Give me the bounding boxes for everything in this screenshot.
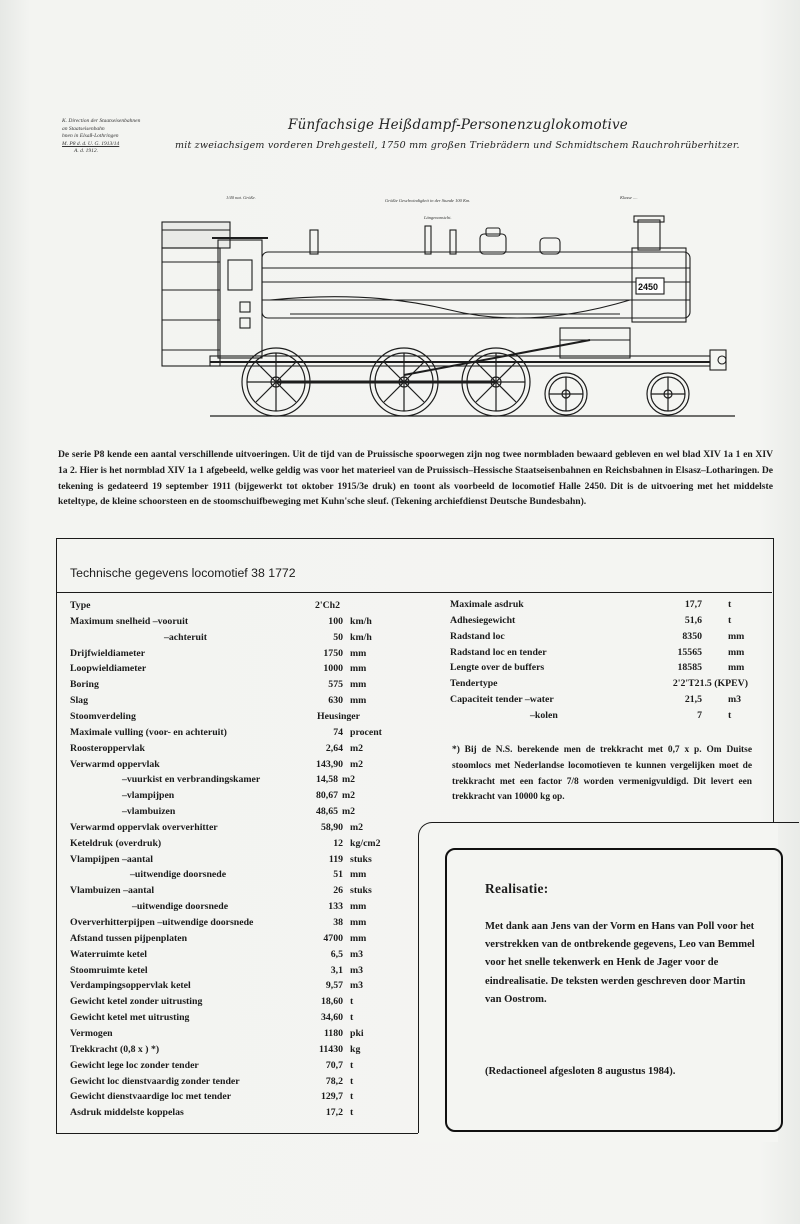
tech-row — [450, 660, 750, 676]
tech-row-value: 2'Ch2 — [314, 600, 340, 611]
tech-row — [70, 804, 410, 820]
tech-row-unit: m2 — [342, 790, 356, 802]
stamp-line: A. d. 1912. — [74, 148, 98, 154]
tech-row-unit: m3 — [350, 948, 364, 960]
tech-row-unit: t — [350, 1075, 354, 1087]
tech-row-value: 74 — [333, 726, 343, 738]
tech-row-unit: t — [728, 709, 732, 721]
tech-row-label: Afstand tussen pijpenplaten — [70, 932, 188, 944]
tech-row-label: Asdruk middelste koppelas — [70, 1107, 184, 1119]
tech-row-label: Verwarmd oppervlak oververhitter — [70, 821, 218, 833]
tech-row-unit: kg — [350, 1043, 361, 1055]
tech-row — [70, 661, 410, 677]
tech-row-label: Stoomverdeling — [70, 710, 136, 722]
tech-row — [70, 709, 410, 725]
tech-row-value: Heusinger — [317, 710, 360, 722]
tech-row-label: –vlambuizen — [122, 806, 176, 818]
tech-row-value: 15565 — [677, 646, 702, 658]
tech-row — [70, 1058, 410, 1074]
tech-row-label: Maximum snelheid –vooruit — [70, 615, 189, 627]
tech-row — [70, 646, 410, 662]
tech-row-value: 100 — [328, 615, 343, 627]
tech-row-unit: pki — [350, 1027, 364, 1039]
tech-row-unit: stuks — [350, 885, 372, 897]
tech-row-label: Stoomruimte ketel — [70, 964, 148, 976]
archive-stamp — [62, 118, 140, 156]
tech-row — [70, 899, 410, 915]
tech-row — [70, 741, 410, 757]
tech-row — [70, 693, 410, 709]
tech-row — [70, 852, 410, 868]
tech-row-value: 17,2 — [325, 1107, 343, 1119]
tech-row-unit: mm — [350, 679, 367, 691]
tech-row-value: 80,67 — [315, 790, 338, 802]
drawing-class-note: Klasse .... — [620, 195, 638, 200]
tech-row-unit: km/h — [350, 615, 372, 627]
tech-row-label: Verwarmd oppervlak — [70, 758, 160, 770]
tech-row — [70, 614, 410, 630]
tech-row-label: Vlampijpen –aantal — [70, 853, 154, 865]
tech-row-value: 7 — [697, 709, 702, 721]
tech-row — [70, 947, 410, 963]
tech-row — [70, 1010, 410, 1026]
tech-row — [70, 1026, 410, 1042]
drawing-caption: De serie P8 kende een aantal verschillende uitvoeringen. Uit de tijd van de Pruissische spoorwegen zijn nog twee normbladen bewaard gebleven en wel blad XIV 1a 1 en XIV 1a 2. Hier is het normblad XIV 1a 1 afgebeeld, welke geldig was voor het materieel van de Pruissisch–Hessische Staatseisenbahnen en Reichsbahnen in Elsasz–Lotharingen. De tekening is gedateerd 19 september 1911 (bijgewerkt tot oktober 1915/3e druk) en toont als voorbeeld de locomotief Halle 2450. Dit is de uitvoering met het middelste keteltype, de kleine schoorsteen en de stoomschuifbeweging met Kuhn'sche sleuf. (Tekening archiefdienst Deutsche Bundesbahn). — [58, 449, 774, 508]
tech-row-value: 3,1 — [330, 964, 343, 976]
stamp-line: K. Direction der Staatseisenbahnen — [62, 118, 141, 124]
tech-row-unit: mm — [728, 646, 745, 658]
tech-row-value: 2'2'T21.5 (KPEV) — [672, 678, 748, 690]
tech-data-title: Technische gegevens locomotief 38 1772 — [70, 566, 296, 580]
tech-row-unit: m3 — [350, 964, 364, 976]
tech-row-value: 11430 — [319, 1043, 343, 1055]
tech-row-value: 133 — [328, 901, 343, 913]
tech-row — [450, 708, 750, 724]
tech-row-label: Keteldruk (overdruk) — [70, 837, 162, 849]
tech-row-value: 51 — [333, 869, 343, 881]
tech-row-value: 2,64 — [325, 742, 343, 754]
tech-row-value: 630 — [328, 695, 343, 707]
tech-row-unit: m2 — [350, 758, 364, 770]
tech-row — [450, 692, 750, 708]
tech-row-unit: mm — [350, 869, 367, 881]
tech-row-label: Loopwieldiameter — [70, 663, 147, 675]
realisatie-closing: (Redactioneel afgesloten 8 augustus 1984). — [485, 1066, 676, 1077]
tech-row-value: 34,60 — [320, 1012, 343, 1024]
tech-row-label: Maximale vulling (voor- en achteruit) — [70, 726, 227, 738]
tech-row-value: 58,90 — [320, 821, 343, 833]
tech-row-label: Adhesiegewicht — [450, 614, 516, 626]
tech-row-unit: mm — [350, 917, 367, 928]
tech-row-label: –vuurkist en verbrandingskamer — [122, 774, 261, 786]
tech-row-value: 4700 — [323, 932, 343, 944]
tech-row-value: 14,58 — [315, 774, 338, 786]
tech-row-label: Capaciteit tender –water — [450, 694, 554, 706]
tech-row — [450, 613, 750, 629]
tech-row-label: Radstand loc — [450, 630, 505, 642]
tech-row-value: 1000 — [323, 663, 343, 675]
tech-row-label: –kolen — [530, 709, 558, 721]
tech-row-unit: t — [728, 599, 732, 610]
tech-row-value: 129,7 — [320, 1091, 343, 1103]
tech-row — [70, 978, 410, 994]
tech-row — [70, 963, 410, 979]
tech-row-unit: m2 — [350, 821, 364, 833]
tech-row-label: Gewicht ketel met uitrusting — [70, 1012, 190, 1024]
drawing-title: Fünfachsige Heißdampf-Personenzuglokomotive — [288, 117, 628, 133]
tech-row-unit: t — [350, 996, 354, 1008]
tech-row — [450, 676, 750, 692]
stamp-line: M. P8 d. d. U. G. 1913/14 — [62, 140, 120, 147]
tech-row-label: –uitwendige doorsnede — [130, 869, 227, 881]
tech-row-value: 575 — [328, 679, 343, 691]
drawing-speed-note: Größte Geschwindigkeit in der Stunde 100 Km. — [385, 198, 471, 203]
tech-row-unit: mm — [350, 695, 367, 707]
tech-row — [70, 757, 410, 773]
tech-row-label: Lengte over de buffers — [450, 662, 545, 674]
tech-row — [70, 788, 410, 804]
tech-row-label: Waterruimte ketel — [70, 948, 147, 960]
tech-row-value: 1180 — [323, 1027, 343, 1039]
tech-row-unit: t — [350, 1012, 354, 1024]
tech-row-value: 18585 — [677, 662, 702, 674]
tech-row-unit: mm — [350, 663, 367, 675]
tech-row-label: –vlampijpen — [122, 790, 175, 802]
tech-row — [70, 677, 410, 693]
tech-row-unit: t — [350, 1059, 354, 1071]
tech-row-value: 8350 — [682, 630, 702, 642]
tech-row-unit: mm — [350, 647, 367, 659]
tech-row — [70, 820, 410, 836]
tech-row — [70, 883, 410, 899]
tech-row — [70, 915, 410, 931]
tech-row-label: Gewicht dienstvaardige loc met tender — [70, 1091, 232, 1103]
tech-row — [450, 597, 750, 613]
tech-row-label: Gewicht lege loc zonder tender — [70, 1059, 199, 1071]
tech-row-unit: t — [350, 1107, 354, 1119]
realisatie-text: Met dank aan Jens van der Vorm en Hans van Poll voor het verstrekken van de ontbrekende gegevens, Leo van Bemmel voor het snelle tekenwerk en Henk de Jager voor de eindrealisatie. De teksten werden geschreven door Martin van Oostrom. — [485, 921, 755, 1005]
tech-row — [70, 598, 410, 614]
tech-row-value: 50 — [333, 631, 343, 643]
tech-row-value: 26 — [333, 885, 343, 897]
stamp-line: hnen in Elsaß-Lothringen — [62, 133, 119, 139]
tech-row — [450, 629, 750, 645]
tech-row-value: 6,5 — [330, 948, 343, 960]
drawing-view-note: Längenansicht. — [424, 215, 452, 220]
tech-row-label: Trekkracht (0,8 x ) *) — [70, 1043, 160, 1055]
stamp-line: an Staatseisenbahn — [62, 125, 105, 132]
tech-row — [70, 994, 410, 1010]
tech-row-label: –uitwendige doorsnede — [132, 901, 229, 913]
tech-row — [70, 1089, 410, 1105]
tech-row-unit: m2 — [350, 742, 364, 754]
tech-row-unit: t — [728, 614, 732, 626]
tech-row-value: 51,6 — [684, 614, 702, 626]
tech-row — [70, 1042, 410, 1058]
tech-row-value: 48,65 — [315, 806, 338, 818]
tech-row-value: 1750 — [323, 647, 343, 659]
tech-footnote: *) Bij de N.S. berekende men de trekkracht met 0,7 x p. Om Duitse stoomlocs met Nederlandse locomotieven te kunnen vergelijken moet de trekkracht met een factor 7/8 worden vermenigvuldigd. Dit levert een trekkracht van 10000 kg op. — [452, 745, 752, 803]
tech-row-unit: km/h — [350, 631, 372, 643]
tech-row — [70, 867, 410, 883]
tech-row-unit: m3 — [728, 694, 742, 706]
tech-row-label: Vermogen — [70, 1027, 113, 1039]
tech-row-label: Type — [70, 600, 91, 611]
tech-row-value: 70,7 — [325, 1059, 343, 1071]
tech-row-unit: stuks — [350, 853, 372, 865]
tech-row-unit: mm — [728, 662, 745, 674]
tech-row-value: 21,5 — [684, 694, 702, 706]
tech-row — [70, 1105, 410, 1121]
tech-row-label: Vlambuizen –aantal — [70, 885, 155, 897]
tech-row — [70, 1074, 410, 1090]
tech-row-label: Verdampingsoppervlak ketel — [70, 980, 191, 992]
tech-row-label: Roosteroppervlak — [70, 742, 145, 754]
drawing-scale-note: 1/40 nat. Größe. — [226, 195, 256, 200]
tech-row-label: Radstand loc en tender — [450, 646, 547, 658]
tech-row-unit: mm — [728, 630, 745, 642]
tech-row-label: Maximale asdruk — [450, 599, 524, 610]
tech-row-unit: m2 — [342, 774, 356, 786]
tech-row-value: 17,7 — [684, 599, 702, 610]
tech-row-unit: m3 — [350, 980, 364, 992]
tech-row-label: Drijfwieldiameter — [70, 647, 146, 659]
tech-row-label: Oververhitterpijpen –uitwendige doorsnede — [70, 917, 254, 928]
realisatie-title: Realisatie: — [485, 881, 549, 896]
tech-row-label: Slag — [70, 695, 88, 707]
number-plate: 2450 — [638, 282, 659, 292]
tech-row-value: 143,90 — [316, 758, 343, 770]
tech-row-unit: m2 — [342, 806, 356, 818]
locomotive-drawing — [150, 190, 740, 425]
tech-row — [450, 645, 750, 661]
tech-row-unit: mm — [350, 901, 367, 913]
tech-row-unit: procent — [350, 726, 382, 738]
tech-row-unit: mm — [350, 932, 367, 944]
tech-row-label: Boring — [70, 679, 99, 691]
tech-row — [70, 772, 410, 788]
tech-row-value: 18,60 — [320, 996, 343, 1008]
tech-row-value: 119 — [328, 853, 343, 865]
tech-row-label: Tendertype — [450, 678, 498, 690]
tech-row-unit: t — [350, 1091, 354, 1103]
tech-row-label: Gewicht loc dienstvaardig zonder tender — [70, 1075, 240, 1087]
tech-row-label: –achteruit — [164, 631, 207, 643]
tech-row — [70, 931, 410, 947]
tech-row-value: 78,2 — [325, 1075, 343, 1087]
tech-row — [70, 725, 410, 741]
tech-row — [70, 836, 410, 852]
tech-row-value: 9,57 — [325, 980, 343, 992]
tech-row-value: 38 — [333, 917, 343, 928]
drawing-subtitle: mit zweiachsigem vorderen Drehgestell, 1750 mm großen Triebrädern und Schmidtschem Rauchrohrüberhitzer. — [175, 140, 740, 151]
tech-row-label: Gewicht ketel zonder uitrusting — [70, 996, 203, 1008]
tech-row — [70, 630, 410, 646]
tech-row-value: 12 — [333, 837, 343, 849]
tech-row-unit: kg/cm2 — [350, 837, 381, 849]
